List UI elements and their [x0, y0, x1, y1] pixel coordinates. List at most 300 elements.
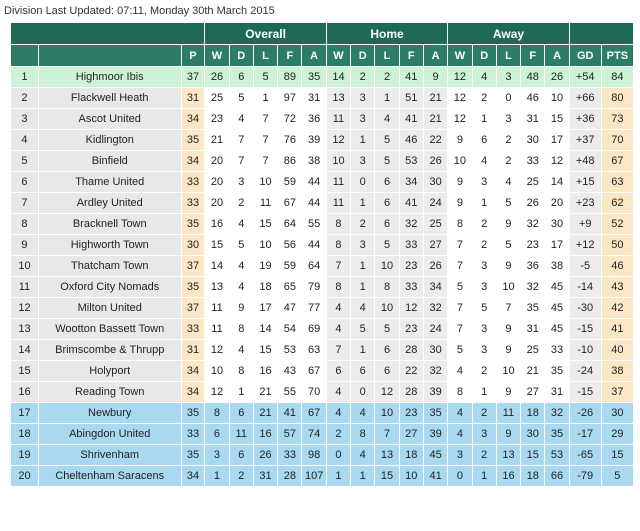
position-cell: 6 — [11, 172, 39, 193]
table-row — [11, 403, 634, 424]
overall-l-cell: 18 — [253, 277, 277, 298]
home-d-cell: 4 — [351, 445, 375, 466]
points-cell: 52 — [601, 214, 633, 235]
away-f-cell: 30 — [521, 424, 545, 445]
home-f-cell: 23 — [399, 403, 423, 424]
played-cell: 30 — [181, 235, 205, 256]
overall-f-cell: 28 — [278, 466, 302, 487]
home-f-cell: 41 — [399, 109, 423, 130]
home-d-cell: 4 — [351, 298, 375, 319]
away-f-cell: 31 — [521, 109, 545, 130]
away-f-cell: 32 — [521, 214, 545, 235]
points-cell: 41 — [601, 319, 633, 340]
home-f-cell: 32 — [399, 214, 423, 235]
played-cell: 33 — [181, 193, 205, 214]
home-f-cell: 53 — [399, 151, 423, 172]
table-row — [11, 445, 634, 466]
away-w-cell: 10 — [448, 151, 472, 172]
table-row — [11, 235, 634, 256]
team-name-cell: Ardley United — [38, 193, 181, 214]
position-cell: 15 — [11, 361, 39, 382]
goal-difference-cell: -30 — [569, 298, 601, 319]
goal-difference-cell: +23 — [569, 193, 601, 214]
overall-a-cell: 64 — [302, 256, 326, 277]
overall-d-cell: 8 — [229, 319, 253, 340]
played-cell: 33 — [181, 172, 205, 193]
header-away-a: A — [545, 45, 569, 67]
overall-a-cell: 44 — [302, 235, 326, 256]
home-d-cell: 1 — [351, 130, 375, 151]
overall-a-cell: 63 — [302, 340, 326, 361]
goal-difference-cell: -79 — [569, 466, 601, 487]
away-a-cell: 26 — [545, 67, 569, 88]
away-d-cell: 3 — [472, 319, 496, 340]
away-d-cell: 1 — [472, 466, 496, 487]
away-f-cell: 48 — [521, 67, 545, 88]
header-away-w: W — [448, 45, 472, 67]
played-cell: 34 — [181, 151, 205, 172]
header-points: PTS — [601, 45, 633, 67]
home-l-cell: 4 — [375, 109, 399, 130]
away-a-cell: 33 — [545, 340, 569, 361]
overall-w-cell: 23 — [205, 109, 229, 130]
away-d-cell: 3 — [472, 256, 496, 277]
overall-d-cell: 4 — [229, 214, 253, 235]
position-cell: 1 — [11, 67, 39, 88]
team-name-cell: Reading Town — [38, 382, 181, 403]
position-cell: 2 — [11, 88, 39, 109]
away-l-cell: 9 — [496, 382, 520, 403]
home-w-cell: 8 — [326, 277, 350, 298]
overall-w-cell: 10 — [205, 361, 229, 382]
last-updated-text: Division Last Updated: 07:11, Monday 30th March 2015 — [4, 5, 275, 17]
away-a-cell: 66 — [545, 466, 569, 487]
home-w-cell: 11 — [326, 109, 350, 130]
points-cell: 63 — [601, 172, 633, 193]
points-cell: 73 — [601, 109, 633, 130]
goal-difference-cell: +36 — [569, 109, 601, 130]
overall-a-cell: 74 — [302, 424, 326, 445]
home-l-cell: 10 — [375, 256, 399, 277]
header-overall-a: A — [302, 45, 326, 67]
overall-a-cell: 55 — [302, 214, 326, 235]
team-name-cell: Thame United — [38, 172, 181, 193]
away-a-cell: 17 — [545, 130, 569, 151]
away-a-cell: 45 — [545, 298, 569, 319]
played-cell: 35 — [181, 277, 205, 298]
position-cell: 3 — [11, 109, 39, 130]
home-d-cell: 3 — [351, 151, 375, 172]
away-l-cell: 4 — [496, 172, 520, 193]
played-cell: 34 — [181, 466, 205, 487]
table-row — [11, 319, 634, 340]
group-header-away: Away — [448, 23, 569, 45]
home-l-cell: 5 — [375, 235, 399, 256]
group-header-row — [11, 23, 634, 45]
overall-l-cell: 16 — [253, 361, 277, 382]
header-home-w: W — [326, 45, 350, 67]
overall-l-cell: 31 — [253, 466, 277, 487]
overall-l-cell: 10 — [253, 172, 277, 193]
team-name-cell: Highmoor Ibis — [38, 67, 181, 88]
points-cell: 5 — [601, 466, 633, 487]
position-cell: 7 — [11, 193, 39, 214]
overall-a-cell: 69 — [302, 319, 326, 340]
overall-f-cell: 72 — [278, 109, 302, 130]
overall-a-cell: 39 — [302, 130, 326, 151]
home-w-cell: 4 — [326, 382, 350, 403]
overall-d-cell: 4 — [229, 340, 253, 361]
home-a-cell: 32 — [423, 298, 447, 319]
overall-f-cell: 59 — [278, 172, 302, 193]
home-d-cell: 0 — [351, 382, 375, 403]
overall-d-cell: 8 — [229, 361, 253, 382]
away-a-cell: 30 — [545, 214, 569, 235]
away-a-cell: 35 — [545, 361, 569, 382]
position-cell: 13 — [11, 319, 39, 340]
header-goal-difference: GD — [569, 45, 601, 67]
table-row — [11, 151, 634, 172]
away-w-cell: 7 — [448, 256, 472, 277]
goal-difference-cell: +54 — [569, 67, 601, 88]
away-l-cell: 5 — [496, 235, 520, 256]
overall-f-cell: 76 — [278, 130, 302, 151]
home-l-cell: 2 — [375, 67, 399, 88]
home-f-cell: 12 — [399, 298, 423, 319]
away-l-cell: 9 — [496, 340, 520, 361]
points-cell: 70 — [601, 130, 633, 151]
home-l-cell: 6 — [375, 214, 399, 235]
home-w-cell: 12 — [326, 130, 350, 151]
home-f-cell: 23 — [399, 256, 423, 277]
away-f-cell: 30 — [521, 130, 545, 151]
goal-difference-cell: -17 — [569, 424, 601, 445]
away-a-cell: 31 — [545, 382, 569, 403]
overall-a-cell: 98 — [302, 445, 326, 466]
position-cell: 17 — [11, 403, 39, 424]
goal-difference-cell: -5 — [569, 256, 601, 277]
home-w-cell: 6 — [326, 361, 350, 382]
table-row — [11, 256, 634, 277]
home-f-cell: 28 — [399, 340, 423, 361]
home-d-cell: 8 — [351, 424, 375, 445]
home-w-cell: 4 — [326, 319, 350, 340]
home-a-cell: 39 — [423, 382, 447, 403]
position-cell: 18 — [11, 424, 39, 445]
column-header-row — [11, 45, 634, 67]
away-a-cell: 45 — [545, 277, 569, 298]
away-w-cell: 12 — [448, 67, 472, 88]
home-f-cell: 18 — [399, 445, 423, 466]
home-a-cell: 26 — [423, 151, 447, 172]
home-a-cell: 41 — [423, 466, 447, 487]
overall-w-cell: 15 — [205, 235, 229, 256]
goal-difference-cell: -65 — [569, 445, 601, 466]
table-row — [11, 88, 634, 109]
away-d-cell: 3 — [472, 172, 496, 193]
away-l-cell: 9 — [496, 319, 520, 340]
played-cell: 37 — [181, 298, 205, 319]
away-f-cell: 33 — [521, 151, 545, 172]
away-l-cell: 7 — [496, 298, 520, 319]
home-a-cell: 21 — [423, 88, 447, 109]
overall-l-cell: 15 — [253, 214, 277, 235]
team-name-cell: Milton United — [38, 298, 181, 319]
home-d-cell: 5 — [351, 319, 375, 340]
overall-d-cell: 2 — [229, 466, 253, 487]
home-d-cell: 2 — [351, 214, 375, 235]
home-d-cell: 3 — [351, 235, 375, 256]
points-cell: 30 — [601, 403, 633, 424]
away-w-cell: 4 — [448, 361, 472, 382]
position-cell: 11 — [11, 277, 39, 298]
points-cell: 84 — [601, 67, 633, 88]
away-w-cell: 4 — [448, 424, 472, 445]
header-overall-w: W — [205, 45, 229, 67]
away-w-cell: 9 — [448, 193, 472, 214]
goal-difference-cell: -26 — [569, 403, 601, 424]
points-cell: 80 — [601, 88, 633, 109]
team-name-cell: Newbury — [38, 403, 181, 424]
home-a-cell: 32 — [423, 361, 447, 382]
header-away-l: L — [496, 45, 520, 67]
overall-f-cell: 67 — [278, 193, 302, 214]
away-w-cell: 9 — [448, 172, 472, 193]
overall-l-cell: 7 — [253, 130, 277, 151]
overall-w-cell: 8 — [205, 403, 229, 424]
team-name-cell: Wootton Bassett Town — [38, 319, 181, 340]
home-f-cell: 51 — [399, 88, 423, 109]
table-row — [11, 382, 634, 403]
overall-d-cell: 7 — [229, 151, 253, 172]
played-cell: 35 — [181, 214, 205, 235]
played-cell: 35 — [181, 403, 205, 424]
overall-f-cell: 53 — [278, 340, 302, 361]
goal-difference-cell: -15 — [569, 382, 601, 403]
away-f-cell: 18 — [521, 466, 545, 487]
team-name-cell: Shrivenham — [38, 445, 181, 466]
league-table — [10, 22, 634, 487]
header-overall-d: D — [229, 45, 253, 67]
home-a-cell: 39 — [423, 424, 447, 445]
overall-a-cell: 35 — [302, 67, 326, 88]
overall-d-cell: 3 — [229, 172, 253, 193]
team-name-cell: Holyport — [38, 361, 181, 382]
position-cell: 20 — [11, 466, 39, 487]
overall-f-cell: 57 — [278, 424, 302, 445]
away-d-cell: 1 — [472, 109, 496, 130]
overall-d-cell: 7 — [229, 130, 253, 151]
home-f-cell: 41 — [399, 67, 423, 88]
overall-d-cell: 2 — [229, 193, 253, 214]
away-l-cell: 10 — [496, 277, 520, 298]
away-w-cell: 12 — [448, 109, 472, 130]
home-f-cell: 22 — [399, 361, 423, 382]
home-l-cell: 7 — [375, 424, 399, 445]
away-d-cell: 3 — [472, 424, 496, 445]
home-d-cell: 1 — [351, 277, 375, 298]
away-f-cell: 35 — [521, 298, 545, 319]
away-f-cell: 25 — [521, 172, 545, 193]
goal-difference-cell: -15 — [569, 319, 601, 340]
overall-l-cell: 15 — [253, 340, 277, 361]
away-a-cell: 15 — [545, 109, 569, 130]
position-cell: 16 — [11, 382, 39, 403]
overall-l-cell: 1 — [253, 88, 277, 109]
home-w-cell: 13 — [326, 88, 350, 109]
goal-difference-cell: -14 — [569, 277, 601, 298]
overall-w-cell: 25 — [205, 88, 229, 109]
goal-difference-cell: -10 — [569, 340, 601, 361]
home-a-cell: 30 — [423, 172, 447, 193]
away-l-cell: 10 — [496, 361, 520, 382]
overall-w-cell: 11 — [205, 298, 229, 319]
home-f-cell: 46 — [399, 130, 423, 151]
away-w-cell: 3 — [448, 445, 472, 466]
away-l-cell: 9 — [496, 256, 520, 277]
away-l-cell: 2 — [496, 130, 520, 151]
home-f-cell: 28 — [399, 382, 423, 403]
away-w-cell: 7 — [448, 319, 472, 340]
home-d-cell: 4 — [351, 403, 375, 424]
played-cell: 34 — [181, 382, 205, 403]
home-a-cell: 24 — [423, 193, 447, 214]
table-row — [11, 172, 634, 193]
home-l-cell: 1 — [375, 88, 399, 109]
away-d-cell: 2 — [472, 361, 496, 382]
table-row — [11, 130, 634, 151]
overall-f-cell: 54 — [278, 319, 302, 340]
away-l-cell: 2 — [496, 151, 520, 172]
home-w-cell: 8 — [326, 214, 350, 235]
header-team — [38, 45, 181, 67]
position-cell: 19 — [11, 445, 39, 466]
home-w-cell: 7 — [326, 340, 350, 361]
away-a-cell: 17 — [545, 235, 569, 256]
away-l-cell: 9 — [496, 424, 520, 445]
home-a-cell: 22 — [423, 130, 447, 151]
overall-f-cell: 86 — [278, 151, 302, 172]
overall-w-cell: 12 — [205, 382, 229, 403]
played-cell: 31 — [181, 88, 205, 109]
overall-a-cell: 38 — [302, 151, 326, 172]
goal-difference-cell: -24 — [569, 361, 601, 382]
away-a-cell: 45 — [545, 319, 569, 340]
home-a-cell: 35 — [423, 403, 447, 424]
points-cell: 67 — [601, 151, 633, 172]
away-f-cell: 27 — [521, 382, 545, 403]
header-overall-l: L — [253, 45, 277, 67]
home-a-cell: 9 — [423, 67, 447, 88]
points-cell: 37 — [601, 382, 633, 403]
group-header-blank-right — [569, 23, 633, 45]
position-cell: 14 — [11, 340, 39, 361]
overall-w-cell: 21 — [205, 130, 229, 151]
home-d-cell: 1 — [351, 340, 375, 361]
home-l-cell: 5 — [375, 319, 399, 340]
overall-f-cell: 47 — [278, 298, 302, 319]
away-l-cell: 5 — [496, 193, 520, 214]
home-d-cell: 1 — [351, 193, 375, 214]
away-a-cell: 38 — [545, 256, 569, 277]
away-w-cell: 8 — [448, 382, 472, 403]
overall-a-cell: 44 — [302, 193, 326, 214]
overall-l-cell: 17 — [253, 298, 277, 319]
overall-l-cell: 16 — [253, 424, 277, 445]
overall-a-cell: 79 — [302, 277, 326, 298]
home-l-cell: 10 — [375, 403, 399, 424]
overall-w-cell: 16 — [205, 214, 229, 235]
group-header-blank — [11, 23, 205, 45]
home-a-cell: 24 — [423, 319, 447, 340]
overall-d-cell: 6 — [229, 67, 253, 88]
home-d-cell: 3 — [351, 88, 375, 109]
goal-difference-cell: +12 — [569, 235, 601, 256]
table-row — [11, 193, 634, 214]
away-d-cell: 4 — [472, 67, 496, 88]
overall-l-cell: 26 — [253, 445, 277, 466]
home-a-cell: 25 — [423, 214, 447, 235]
home-w-cell: 8 — [326, 235, 350, 256]
home-w-cell: 7 — [326, 256, 350, 277]
away-a-cell: 32 — [545, 403, 569, 424]
overall-a-cell: 44 — [302, 172, 326, 193]
away-l-cell: 16 — [496, 466, 520, 487]
table-row — [11, 466, 634, 487]
home-f-cell: 33 — [399, 277, 423, 298]
home-d-cell: 1 — [351, 466, 375, 487]
overall-f-cell: 97 — [278, 88, 302, 109]
away-d-cell: 3 — [472, 340, 496, 361]
goal-difference-cell: +37 — [569, 130, 601, 151]
overall-w-cell: 1 — [205, 466, 229, 487]
home-w-cell: 4 — [326, 298, 350, 319]
away-w-cell: 7 — [448, 235, 472, 256]
away-f-cell: 18 — [521, 403, 545, 424]
team-name-cell: Highworth Town — [38, 235, 181, 256]
home-w-cell: 11 — [326, 172, 350, 193]
overall-l-cell: 19 — [253, 256, 277, 277]
header-home-a: A — [423, 45, 447, 67]
home-l-cell: 6 — [375, 193, 399, 214]
home-a-cell: 21 — [423, 109, 447, 130]
home-w-cell: 1 — [326, 466, 350, 487]
away-a-cell: 10 — [545, 88, 569, 109]
home-f-cell: 34 — [399, 172, 423, 193]
overall-a-cell: 77 — [302, 298, 326, 319]
played-cell: 35 — [181, 445, 205, 466]
overall-a-cell: 70 — [302, 382, 326, 403]
table-row — [11, 424, 634, 445]
home-d-cell: 6 — [351, 361, 375, 382]
points-cell: 29 — [601, 424, 633, 445]
home-d-cell: 0 — [351, 172, 375, 193]
overall-f-cell: 89 — [278, 67, 302, 88]
played-cell: 33 — [181, 424, 205, 445]
overall-l-cell: 11 — [253, 193, 277, 214]
away-f-cell: 21 — [521, 361, 545, 382]
overall-d-cell: 4 — [229, 109, 253, 130]
overall-w-cell: 6 — [205, 424, 229, 445]
overall-w-cell: 26 — [205, 67, 229, 88]
home-w-cell: 4 — [326, 403, 350, 424]
header-overall-f: F — [278, 45, 302, 67]
overall-l-cell: 5 — [253, 67, 277, 88]
points-cell: 62 — [601, 193, 633, 214]
header-away-f: F — [521, 45, 545, 67]
home-f-cell: 10 — [399, 466, 423, 487]
away-l-cell: 3 — [496, 109, 520, 130]
